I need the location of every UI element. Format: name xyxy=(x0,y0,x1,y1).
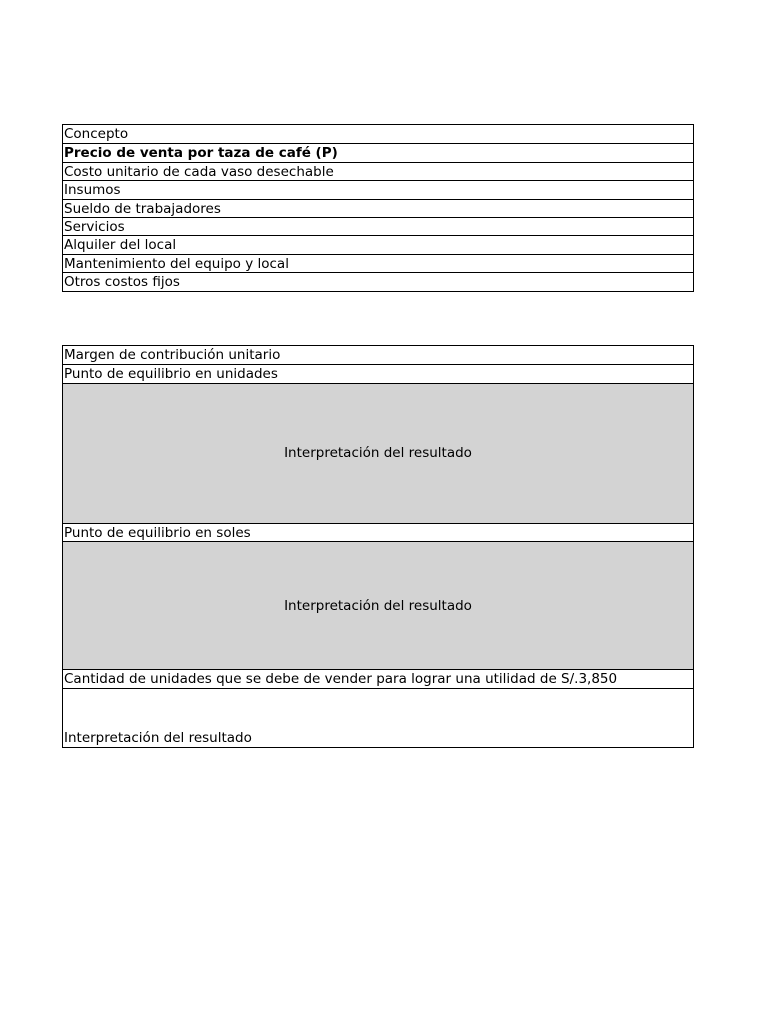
results-table xyxy=(62,345,694,748)
table-row-concepto[interactable]: Concepto xyxy=(64,126,129,142)
interpretation-cell-unidades[interactable] xyxy=(63,383,693,523)
interpretation-label: Interpretación del resultado xyxy=(64,729,252,746)
table-row-insumos[interactable]: Insumos xyxy=(63,180,693,198)
concept-table xyxy=(62,124,694,292)
table-row-sueldo[interactable]: Sueldo de trabajadores xyxy=(63,199,693,217)
table-row-alquiler[interactable]: Alquiler del local xyxy=(63,235,693,253)
table-row-cantidad-utilidad[interactable]: Cantidad de unidades que se debe de vender para lograr una utilidad de S/.3,850 xyxy=(63,669,693,687)
table-row-precio-venta[interactable]: Precio de venta por taza de café (P) xyxy=(63,143,693,161)
table-row-otros-costos[interactable]: Otros costos fijos xyxy=(63,272,693,290)
table-row-costo-vaso[interactable]: Costo unitario de cada vaso desechable xyxy=(63,162,693,180)
interpretation-label: Interpretación del resultado xyxy=(284,597,472,614)
interpretation-label: Interpretación del resultado xyxy=(284,445,472,462)
table-row-servicios[interactable]: Servicios xyxy=(63,217,693,235)
table-row-margen-contribucion[interactable]: Margen de contribución unitario xyxy=(64,347,281,363)
table-row-punto-equilibrio-unidades[interactable]: Punto de equilibrio en unidades xyxy=(63,364,693,382)
interpretation-cell-utilidad[interactable] xyxy=(63,688,693,747)
table-row-mantenimiento[interactable]: Mantenimiento del equipo y local xyxy=(63,254,693,272)
interpretation-cell-soles[interactable] xyxy=(63,541,693,669)
table-row-punto-equilibrio-soles[interactable]: Punto de equilibrio en soles xyxy=(63,523,693,541)
